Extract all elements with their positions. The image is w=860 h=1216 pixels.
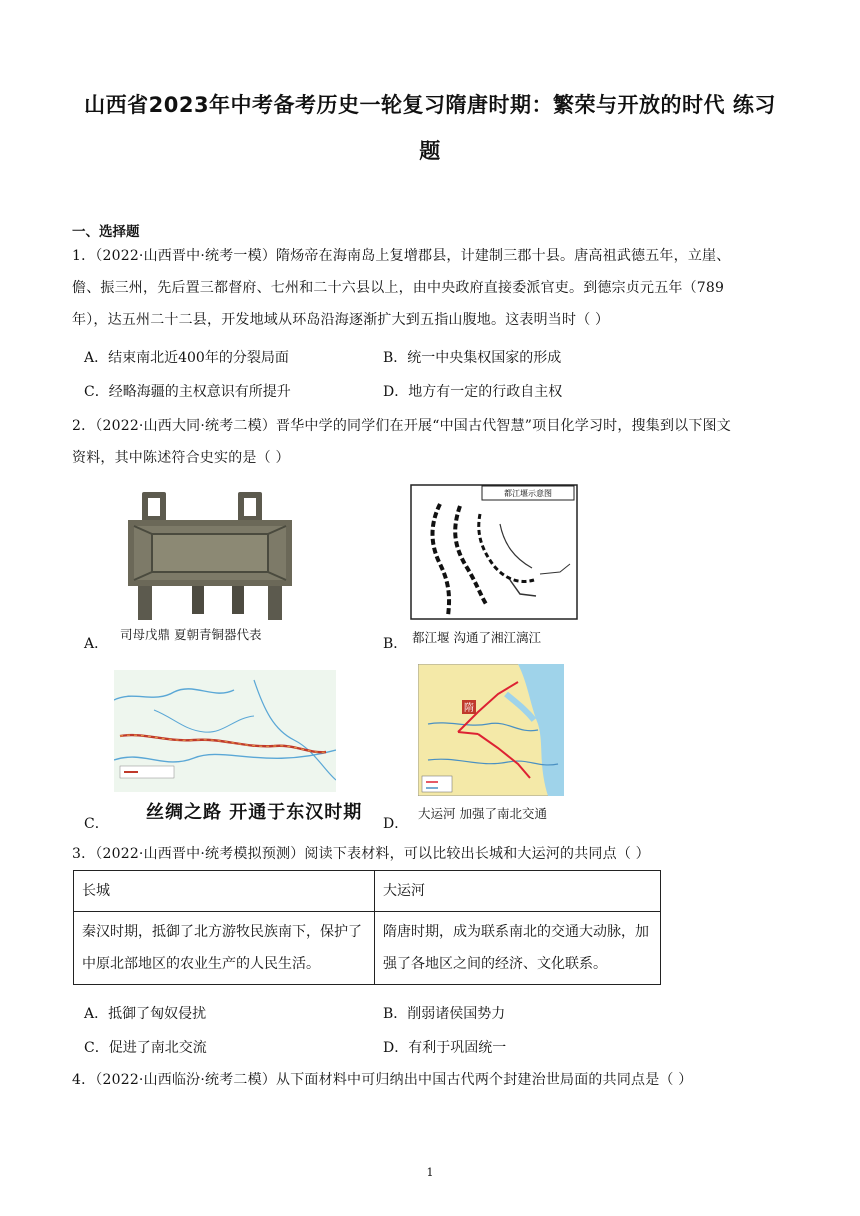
caption-b: 都江堰 沟通了湘江漓江 <box>412 630 541 645</box>
caption-d: 大运河 加强了南北交通 <box>418 806 547 821</box>
q1-option-c: C．经略海疆的主权意识有所提升 <box>84 384 291 400</box>
silk-road-map-image <box>114 670 336 792</box>
q2-line-1: 2．（2022·山西大同·统考二模）晋华中学的同学们在开展“中国古代智慧”项目化学习时，搜集到以下图文 <box>72 418 731 434</box>
q1-line-3: 年），达五州二十二县，开发地域从环岛沿海逐渐扩大到五指山腹地。这表明当时（ ） <box>72 312 610 328</box>
q1-option-a: A．结束南北近400年的分裂局面 <box>84 350 289 366</box>
caption-c: 丝绸之路 开通于东汉时期 <box>146 802 363 823</box>
section-heading: 一、选择题 <box>72 224 140 240</box>
q1-option-b: B．统一中央集权国家的形成 <box>383 350 562 366</box>
caption-a: 司母戊鼎 夏朝青铜器代表 <box>120 627 262 642</box>
q2-option-b: B． <box>383 636 408 652</box>
comparison-table <box>73 870 661 985</box>
q3-option-c: C．促进了南北交流 <box>84 1040 207 1056</box>
question-1 <box>72 240 800 336</box>
map-d-label: 隋 <box>464 703 474 714</box>
title-line-1: 山西省2023年中考备考历史一轮复习隋唐时期：繁荣与开放的时代 练习 <box>84 93 776 117</box>
title-line-2: 题 <box>419 139 441 163</box>
table-header-great-wall: 长城 <box>74 871 375 912</box>
bronze-ding-image <box>112 486 322 636</box>
q3-option-a: A．抵御了匈奴侵扰 <box>84 1006 207 1022</box>
q2-line-2: 资料，其中陈述符合史实的是（ ） <box>72 450 290 466</box>
page-number: 1 <box>426 1166 434 1179</box>
table-cell-grand-canal: 隋唐时期，成为联系南北的交通大动脉，加强了各地区之间的经济、文化联系。 <box>375 912 661 985</box>
q2-option-a: A． <box>84 636 109 652</box>
q3-option-b: B．削弱诸侯国势力 <box>383 1006 506 1022</box>
grand-canal-map-image <box>418 664 564 796</box>
q1-option-d: D．地方有一定的行政自主权 <box>383 384 563 400</box>
map-b-title: 都江堰示意图 <box>504 489 552 498</box>
q2-option-d: D． <box>383 816 409 832</box>
q3-option-d: D．有利于巩固统一 <box>383 1040 507 1056</box>
table-cell-great-wall: 秦汉时期，抵御了北方游牧民族南下，保护了中原北部地区的农业生产的人民生活。 <box>74 912 375 985</box>
document-title <box>60 82 800 174</box>
dujiangyan-map-image <box>410 484 578 620</box>
q1-line-2: 儋、振三州，先后置三都督府、七州和二十六县以上，由中央政府直接委派官吏。到德宗贞元五年（789 <box>72 280 725 296</box>
q1-line-1: 1．（2022·山西晋中·统考一模）隋炀帝在海南岛上复增郡县，计建制三郡十县。唐高祖武德五年，立崖、 <box>72 248 731 264</box>
q3-line-1: 3．（2022·山西晋中·统考模拟预测）阅读下表材料，可以比较出长城和大运河的共同点（ ） <box>72 846 650 862</box>
question-4 <box>72 1064 800 1096</box>
question-2 <box>72 410 800 474</box>
question-3 <box>72 838 800 870</box>
table-header-grand-canal: 大运河 <box>375 871 661 912</box>
q2-option-c: C． <box>84 816 109 832</box>
q4-line-1: 4．（2022·山西临汾·统考二模）从下面材料中可归纳出中国古代两个封建治世局面的共同点是（ ） <box>72 1072 693 1088</box>
